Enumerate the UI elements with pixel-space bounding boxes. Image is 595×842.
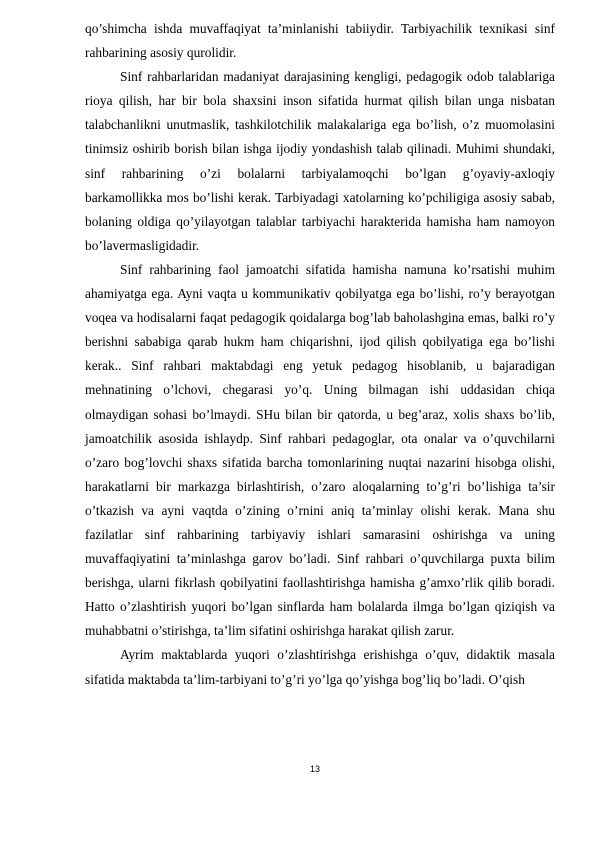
document-body: [85, 17, 555, 692]
paragraph-teacher-requirements: Sinf rahbarlaridan madaniyat darajasining kengligi, pedagogik odob talablariga rioya qilish, har bir bola shaxsini inson sifatida hurmat qilish bilan unga nisbatan talabchanlikni unutmaslik, tashkilotchilik malakalariga ega bo’lish, o’z muomolasini tinimsiz oshirib borish bilan ishga ijodiy yondashish talab qilinadi. Muhimi shundaki, sinf rahbarining o’zi bolalarni tarbiyalamoqchi bo’lgan g’oyaviy-axloqiy barkamollikka mos bo’lishi kerak. Tarbiyadagi xatolarning ko’pchiligiga asosiy sabab, bolaning oldiga qo’yilayotgan talablar tarbiyachi harakterida hamisha ham namoyon bo’lavermasligidadir.: [85, 69, 555, 253]
paragraph-schools: Ayrim maktablarda yuqori o’zlashtirishga erishishga o’quv, didaktik masala sifatida maktabda ta’lim-tarbiyani to’g’ri yo’lga qo’yishga bog’liq bo’ladi. O’qish: [85, 647, 555, 687]
paragraph-teacher-role: Sinf rahbarining faol jamoatchi sifatida hamisha namuna ko’rsatishi muhim ahamiyatga ega. Ayni vaqta u kommunikativ qobilyatga ega bo’lishi, ro’y berayotgan voqea va hodisalarni faqat pedagogik qoidalarga bog’lab baholashgina emas, balki ro’y berishni sababiga qarab hukm ham chiqarishni, ijod qilish qobilyatiga ega bo’lishi kerak.. Sinf rahbari maktabdagi eng yetuk pedagog hisoblanib, u bajaradigan mehnatining o’lchovi, chegarasi yo’q. Uning bilmagan ishi uddasidan chiqa olmaydigan sohasi bo’lmaydi. SHu bilan bir qatorda, u beg’araz, xolis shaxs bo’lib, jamoatchilik asosida ishlaydp. Sinf rahbari pedagoglar, ota onalar va o’quvchilarni o’zaro bog’lovchi shaxs sifatida barcha tomonlarining nuqtai nazarini hisobga olishi, harakatlarni bir markazga birlashtirish, o’zaro aloqalarning to’g’ri bo’lishiga ta’sir o’tkazish va ayni vaqtda o’zining o’rnini aniq ta’minlay olishi kerak. Mana shu fazilatlar sinf rahbarining tarbiyaviy ishlari samarasini oshirishga va uning muvaffaqiyatini ta’minlashga garov bo’ladi. Sinf rahbari o’quvchilarga puxta bilim berishga, ularni fikrlash qobilyatini faollashtirishga hamisha g’amxo’rlik qilib boradi. Hatto o’zlashtirish yuqori bo’lgan sinflarda ham bolalarda ilmga bo’lgan qiziqish va muhabbatni o’stirishga, ta’lim sifatini oshirishga harakat qilish zarur.: [85, 261, 555, 639]
paragraph-continuation: qo’shimcha ishda muvaffaqiyat ta’minlanishi tabiiydir. Tarbiyachilik texnikasi sinf rahbarining asosiy qurolidir.: [85, 21, 555, 61]
page-number: 13: [309, 764, 320, 774]
